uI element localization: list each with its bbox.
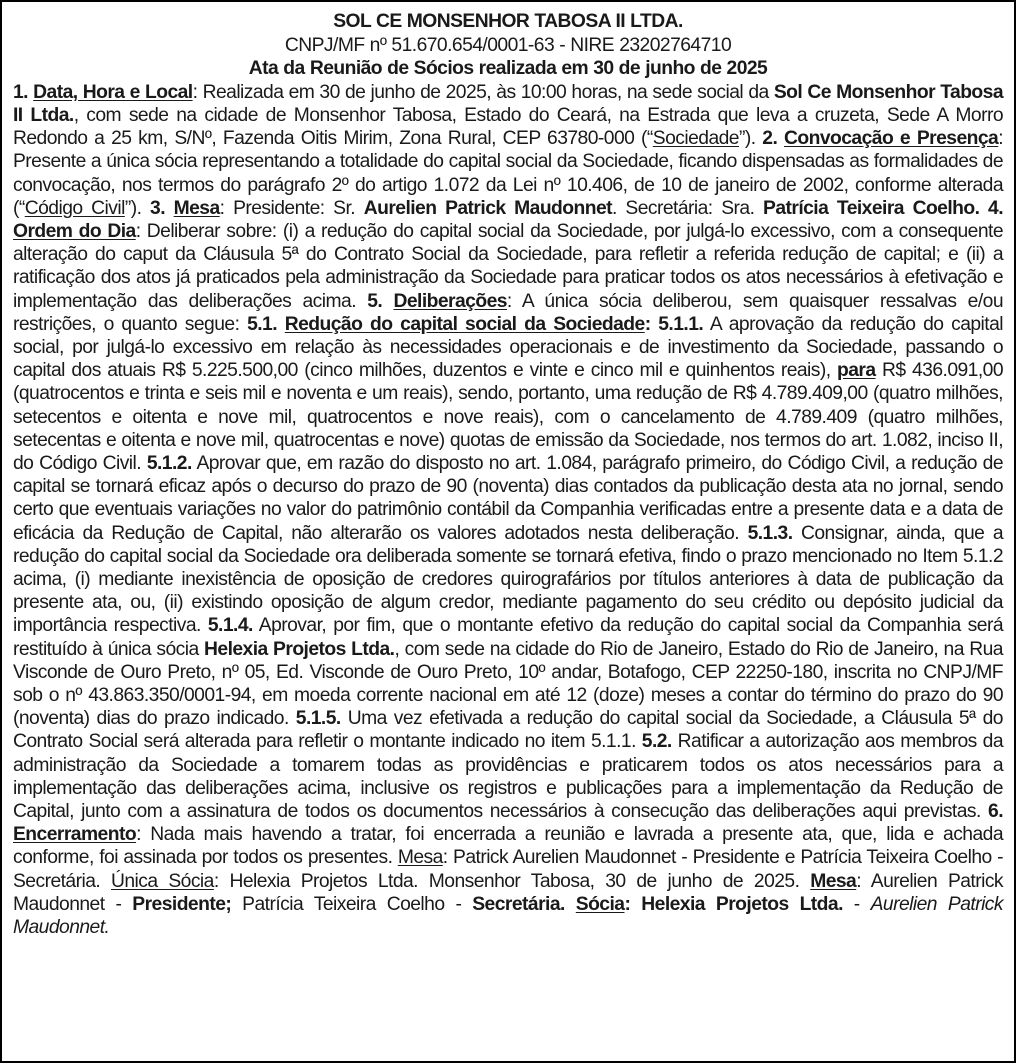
text-segment: Mesa [397,847,443,869]
text-segment: 5. [367,290,394,312]
text-segment: 5.1.5. [295,708,341,730]
text-segment: ”). [124,197,151,219]
text-segment: Consignar, ainda, que a redução do capital social da Sociedade ora deliberada somente se tornará efetiva, findo o prazo mencionado no Item 5.1.2 acima, (i) mediante inexistência de oposição de credores quirografários por títulos anteriores à data de publicação da presente ata, ou, (ii) existindo oposição de algum credor, mediante pagamento do seu crédito ou depósito judicial da importância respectiva. [13,522,1003,637]
company-name: SOL CE MONSENHOR TABOSA II LTDA. [333,11,683,32]
text-segment: Sol Ce Monsenhor Tabosa II Ltda. [13,81,1004,126]
text-segment: para [837,360,876,382]
text-segment: 2. [762,128,785,150]
company-registry: CNPJ/MF nº 51.670.654/0001-63 - NIRE 23202764710 [284,34,732,56]
text-segment: A aprovação da redução do capital social, por julgá-lo excessivo em relação às necessidades operacionais e de investimento da Sociedade, passando o capital dos atuais R$ 5.225.500,00 (cinco milhões, duzentos e vinte e cinco mil e quinhentos reais), [13,313,1004,382]
text-segment: 5.1.2. [146,453,192,475]
text-segment: : Aurelien Patrick Maudonnet - [13,870,1004,915]
text-segment: Ordem do Dia [13,221,136,242]
text-segment: : Helexia Projetos Ltda. Monsenhor Tabosa, 30 de junho de 2025. [213,870,811,892]
text-segment: Aurelien Patrick Maudonnet [363,197,613,219]
text-segment: R$ 436.091,00 (quatrocentos e trinta e seis mil e noventa e um reais), sendo, portanto, uma redução de R$ 4.789.409,00 (quatro milhões, setecentos e oitenta e nove mil, quatrocentos e nove reais), com o cancelamento de 4.789.409 (quatro milhões, setecentas e oitenta e nove mil, quatrocentas e nove) quotas de emissão da Sociedade, nos termos do art. 1.082, inciso II, do Código Civil. [13,360,1003,475]
text-segment: Presidente; [132,893,232,915]
text-segment: 5.1.3. [747,522,793,544]
text-segment: , com sede na cidade de Monsenhor Tabosa, Estado do Ceará, na Estrada que leva a cruzeta, Sede A Morro Redondo a 25 km, S/Nº, Fazenda Oitis Mirim, Zona Rural, CEP 63780-000 (“ [13,104,1003,150]
text-segment: Sociedade [652,128,739,150]
text-segment: Data, Hora e Local [33,81,193,103]
text-segment: 6. [988,801,1003,823]
text-segment: : Nada mais havendo a tratar, foi encerrada a reunião e lavrada a presente ata, que, lida e achada conforme, foi assinada por todos os presentes. [13,824,1003,869]
text-segment: Ratificar a autorização aos membros da administração da Sociedade a tomarem todas as providências e praticarem todos os atos necessários para a implementação das deliberações acima, inclusive os registros e publicações para a implementação da Redução de Capital, junto com a assinatura de todos os documentos necessários à consecução das deliberações aqui previstas. [13,731,1003,823]
text-segment: Uma vez efetivada a redução do capital social da Sociedade, a Cláusula 5ª do Contrato Social será alterada para refletir o montante indicado no item 5.1.1. [13,708,1003,753]
text-segment: : Presidente: Sr. [219,197,364,219]
text-segment: . Secretária: Sra. [612,197,764,219]
minutes-title: Ata da Reunião de Sócios realizada em 30 de junho de 2025 [248,58,768,80]
text-segment: Secretária. [472,893,576,915]
text-segment: Aurelien Patrick Maudonnet. [13,893,1003,939]
text-segment: Patrícia Teixeira Coelho - [231,893,473,915]
text-segment: : Realizada em 30 de junho de 2025, às 10:00 horas, na sede social da [192,81,774,103]
text-segment: Deliberações [393,290,507,312]
text-segment: Convocação e Presença [784,128,999,150]
text-segment: : Helexia Projetos Ltda. [624,893,843,915]
text-segment: Mesa [810,870,857,892]
text-segment: Mesa [173,197,220,219]
text-segment: : Deliberar sobre: (i) a redução do capital social da Sociedade, por julgá-lo excessivo, com a consequente alteração do caput da Cláusula 5ª do Contrato Social da Sociedade, para refletir a referida redução de capital; e (ii) a ratificação dos atos já praticados pela administração da Sociedade para praticar todos os atos necessários à efetivação e implementação das deliberações acima. [13,221,1004,312]
text-segment: : Presente a única sócia representando a totalidade do capital social da Sociedade, ficando dispensadas as formalidades de convocação, nos termos do parágrafo 2º do artigo 1.072 da Lei nº 10.406, de 10 de janeiro de 2002, conforme alterada (“ [13,128,1004,219]
text-segment: Aprovar que, em razão do disposto no art. 1.084, parágrafo primeiro, do Código Civil, a redução de capital se tornará eficaz após o decurso do prazo de 90 (noventa) dias contados da publicação desta ata no jornal, sendo certo que eventuais variações no valor do patrimônio contábil da Companhia verificadas entre a presente data e a data de eficácia da Redução de Capital, não alterarão os valores adotados nesta deliberação. [13,453,1003,544]
text-segment: Patrícia Teixeira Coelho. 4. [763,197,1004,219]
text-segment: Código Civil [24,197,125,219]
text-segment: : 5.1.1. [644,313,704,335]
text-segment: 5.2. [641,731,672,753]
text-segment: Helexia Projetos Ltda. [204,638,395,660]
text-segment: 1. [13,81,34,103]
text-segment: : Patrick Aurelien Maudonnet - Presidente e Patrícia Teixeira Coelho - Secretária. [13,847,1003,892]
minutes-body [13,81,1003,940]
text-segment: 5.1. [247,313,285,335]
text-segment: 5.1.4. [207,615,253,637]
text-segment: : A única sócia deliberou, sem quaisquer ressalvas e/ou restrições, o quanto segue: [13,290,1003,335]
text-segment: ”). [738,128,763,150]
text-segment: Redução do capital social da Sociedade [284,313,645,335]
text-segment: Sócia [575,893,625,915]
text-segment: 3. [150,197,174,219]
text-segment: Encerramento [13,824,137,846]
text-segment: - [842,893,871,915]
notice-header [13,10,1003,81]
text-segment: Aprovar, por fim, que o montante efetivo da redução do capital social da Companhia será restituído à única sócia [13,615,1003,660]
text-segment: Única Sócia [111,870,214,892]
text-segment: , com sede na cidade do Rio de Janeiro, Estado do Rio de Janeiro, na Rua Visconde de Ouro Preto, nº 05, Ed. Visconde de Ouro Preto, 10º andar, Botafogo, CEP 22250-180, inscrita no CNPJ/MF sob o nº 43.863.350/0001-94, em moeda corrente nacional em até 12 (doze) meses a contar do término do prazo do 90 (noventa) dias do prazo indicado. [13,638,1003,730]
